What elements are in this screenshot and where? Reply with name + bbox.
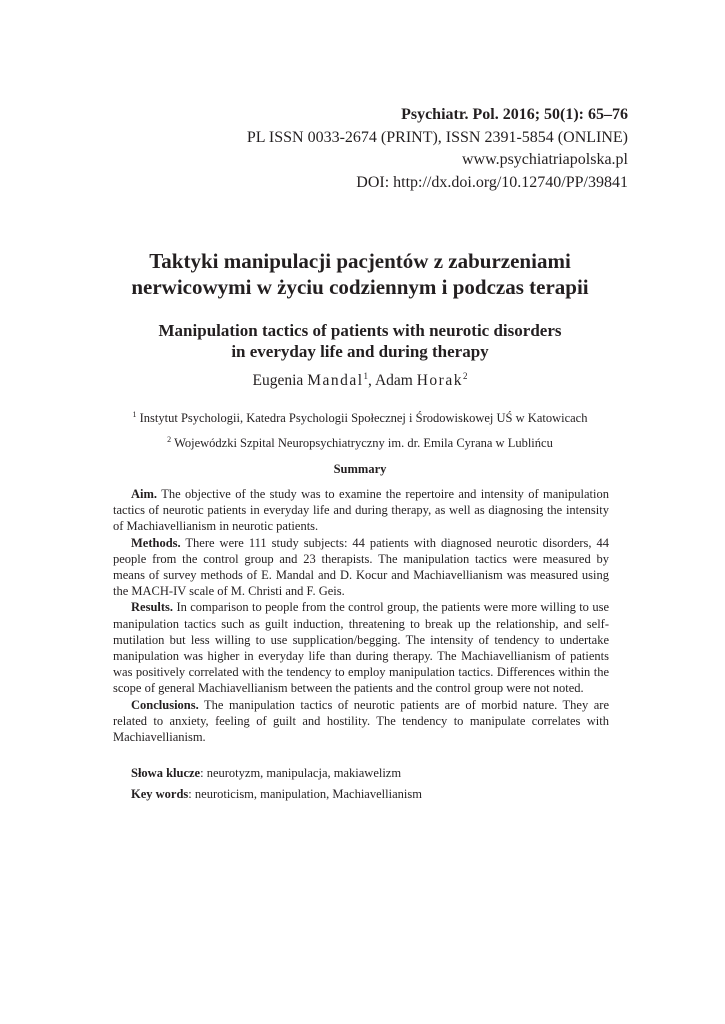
title-english-line-2: in everyday life and during therapy [231,342,489,361]
abstract-methods-label: Methods. [131,535,181,550]
abstract-results-text: In comparison to people from the control group, the patients were more willing to use manipulation tactics such as guilt induction, threatening to break up the relationship, and self-mutilation but less willing to use supplication/begging. The intensity of tendency to undertake manipulation was higher in everyday life than during therapy. The Machiavellianism of patients was positively correlated with the tendency to employ manipulation tactics. Differences within the scope of general Machiavellianism between the patients and the control group were not noted. [113,600,609,696]
affiliation-item [60,404,660,429]
abstract-aim-label: Aim. [131,487,158,501]
abstract-methods-text: There were 111 study subjects: 44 patients with diagnosed neurotic disorders, 44 people from the control group and 23 therapists. The manipulation tactics were measured by means of survey methods of E. Mandal and D. Kocur and Machiavellianism was measured using the MACH-IV scale of M. Christi and F. Geis. [113,535,609,599]
journal-doi: DOI: http://dx.doi.org/10.12740/PP/39841 [356,173,628,191]
affiliation-item [60,429,660,454]
affiliation-mark: 2 [167,435,172,445]
affiliation-mark: 1 [132,410,137,419]
keywords-english-label: Key words [131,787,189,801]
keywords-polish [131,765,611,781]
abstract-aim-text: The objective of the study was to examine the repertoire and intensity of manipulation tactics of neurotic patients in everyday life and during therapy, as well as diagnosing the intensity of Machiavellianism in neurotic patients. [113,487,609,534]
affiliation-list [60,404,660,454]
affiliation-text: Wojewódzki Szpital Neuropsychiatryczny im. dr. Emila Cyrana w Lublińcu [174,436,553,451]
title-polish-line-2: nerwicowymi w życiu codziennym i podczas terapii [131,275,589,299]
author-list [60,366,660,391]
journal-citation: Psychiatr. Pol. 2016; 50(1): 65–76 [401,106,628,123]
abstract-results [113,599,609,696]
abstract-aim [113,486,609,535]
keywords-english-text: : neuroticism, manipulation, Machiavellianism [188,787,422,801]
author-affiliation-mark: 1 [363,371,369,381]
abstract-conclusions-label: Conclusions. [131,697,199,712]
title-polish-line-1: Taktyki manipulacji pacjentów z zaburzeniami [149,249,571,273]
author-surname: Horak [416,372,463,390]
summary-heading: Summary [333,462,387,476]
title-polish [60,248,660,300]
journal-header [247,104,628,194]
abstract-results-label: Results. [131,600,174,615]
journal-website: www.psychiatriapolska.pl [461,151,628,168]
abstract [113,486,609,745]
author-separator: , [368,372,375,390]
author-affiliation-mark: 2 [462,371,468,381]
title-english [60,320,660,362]
author-surname: Mandal [307,372,364,390]
abstract-methods [113,535,609,600]
author-first-name: Adam [374,372,413,390]
affiliation-text: Instytut Psychologii, Katedra Psychologii Społecznej i Środowiskowej UŚ w Katowicach [139,411,588,426]
keywords-polish-label: Słowa klucze [131,766,201,780]
title-english-line-1: Manipulation tactics of patients with neurotic disorders [158,321,562,340]
abstract-conclusions-text: The manipulation tactics of neurotic patients are of morbid nature. They are related to anxiety, feeling of guilt and hostility. The tendency to manipulate correlates with Machiavellianism. [113,697,609,745]
abstract-conclusions [113,697,609,746]
keywords-english [131,786,611,802]
author-first-name: Eugenia [252,372,304,390]
journal-issn: PL ISSN 0033-2674 (PRINT), ISSN 2391-5854 (ONLINE) [246,128,628,146]
keywords-polish-text: : neurotyzm, manipulacja, makiawelizm [200,766,402,780]
